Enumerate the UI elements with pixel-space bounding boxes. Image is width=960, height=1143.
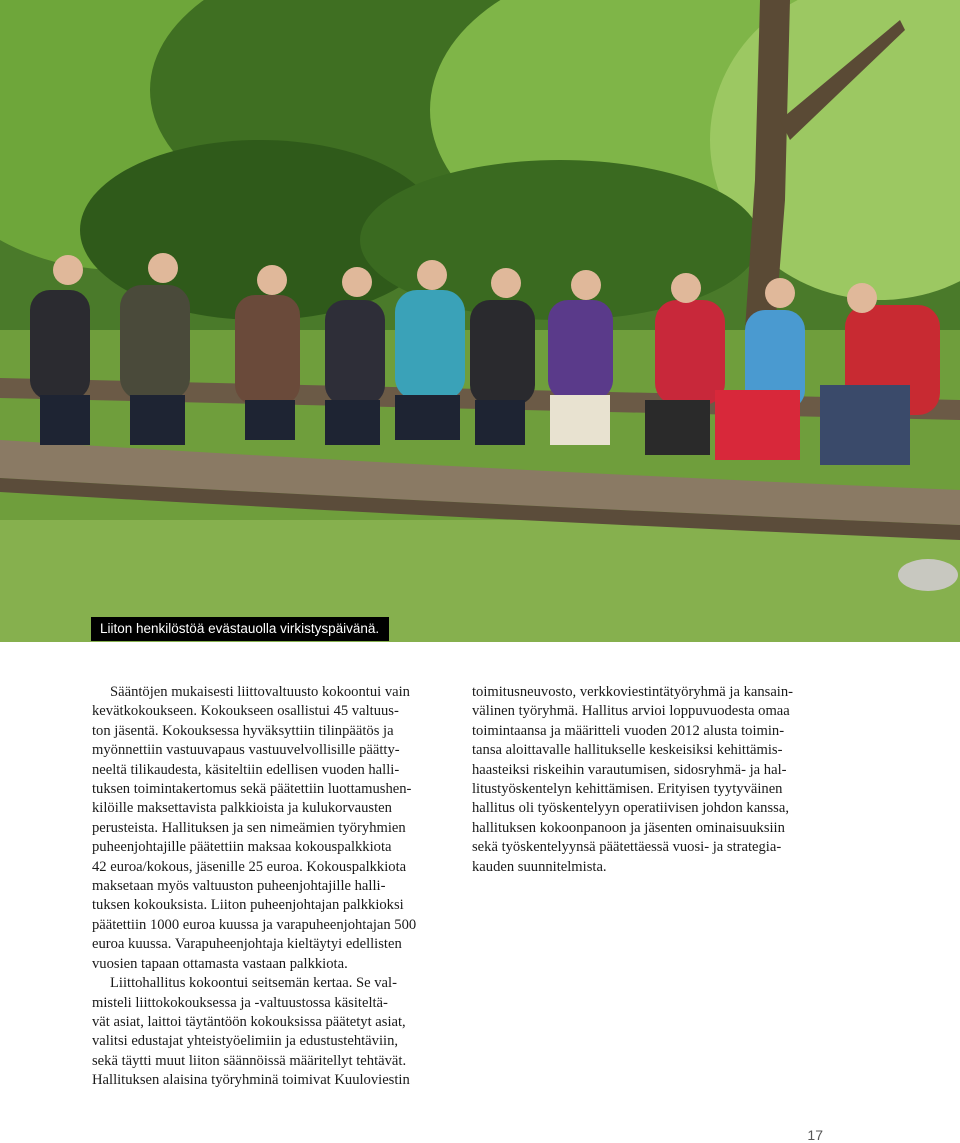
text-line: maksetaan myös valtuuston puheenjohtajille halli- bbox=[92, 878, 386, 895]
text-line: tuksen toimintakertomus sekä päätettiin luottamushen- bbox=[92, 781, 412, 798]
text-line: myönnettiin vastuuvapaus vastuuvelvollisille päätty- bbox=[92, 742, 400, 759]
page-number: 17 bbox=[807, 1127, 823, 1143]
text-line: sekä täytti muut liiton säännöissä määritellyt tehtävät. bbox=[92, 1052, 407, 1069]
text-line: päätettiin 1000 euroa kuussa ja varapuheenjohtajan 500 bbox=[92, 916, 417, 933]
text-column-right bbox=[472, 683, 832, 877]
text-line: Sääntöjen mukaisesti liittovaltuusto kokoontui vain bbox=[110, 684, 410, 700]
text-column-left bbox=[92, 683, 452, 1091]
text-line: vät asiat, laittoi täytäntöön kokouksissa päätetyt asiat, bbox=[92, 1013, 406, 1030]
text-line: litustyöskentelyn kehittämisen. Erityisen tyytyväinen bbox=[472, 781, 783, 798]
text-line: kauden suunnitelmista. bbox=[472, 858, 607, 875]
text-line: perusteista. Hallituksen ja sen nimeämien työryhmien bbox=[92, 819, 406, 836]
text-line: kilöille maksettavista palkkioista ja kulukorvausten bbox=[92, 800, 392, 817]
text-line: neeltä tilikaudesta, käsiteltiin edellisen vuoden halli- bbox=[92, 761, 400, 778]
text-line: misteli liittokokouksessa ja -valtuustossa käsiteltä- bbox=[92, 994, 388, 1011]
text-line: kevätkokoukseen. Kokoukseen osallistui 45 valtuus- bbox=[92, 703, 399, 720]
text-line: haasteiksi riskeihin varautumisen, sidosryhmä- ja hal- bbox=[472, 761, 787, 778]
text-line: vuosien tapaan ottamasta vastaan palkkiota. bbox=[92, 955, 348, 972]
text-line: puheenjohtajille päätettiin maksaa kokouspalkkiota bbox=[92, 839, 392, 856]
text-line: ton jäsentä. Kokouksessa hyväksyttiin tilinpäätös ja bbox=[92, 722, 394, 739]
text-line: Hallituksen alaisina työryhminä toimivat Kuuloviestin bbox=[92, 1072, 410, 1089]
text-line: 42 euroa/kokous, jäsenille 25 euroa. Kokouspalkkiota bbox=[92, 858, 407, 875]
text-line: valitsi edustajat yhteistyöelimiin ja edustustehtäviin, bbox=[92, 1033, 399, 1050]
text-line: sekä työskentelyynsä päätettäessä vuosi- ja strategia- bbox=[472, 839, 782, 856]
photo-caption: Liiton henkilöstöä evästauolla virkistyspäivänä. bbox=[91, 617, 389, 641]
text-line: Liittohallitus kokoontui seitsemän kertaa. Se val- bbox=[110, 975, 397, 992]
text-line: hallitus oli työskentelyyn operatiivisen johdon kanssa, bbox=[472, 800, 789, 817]
text-line: tansa aloittavalle hallitukselle keskeisiksi kehittämis- bbox=[472, 742, 783, 759]
text-line: toimintaansa ja määritteli vuoden 2012 alusta toimin- bbox=[472, 722, 785, 739]
text-line: tuksen kokouksista. Liiton puheenjohtajan palkkioksi bbox=[92, 897, 404, 914]
text-line: välinen työryhmä. Hallitus arvioi loppuvuodesta omaa bbox=[472, 703, 790, 720]
text-line: toimitusneuvosto, verkkoviestintätyöryhmä ja kansain- bbox=[472, 684, 794, 700]
text-line: hallituksen kokoonpanoon ja jäsenten ominaisuuksiin bbox=[472, 819, 785, 836]
text-line: euroa kuussa. Varapuheenjohtaja kieltäytyi edellisten bbox=[92, 936, 402, 953]
